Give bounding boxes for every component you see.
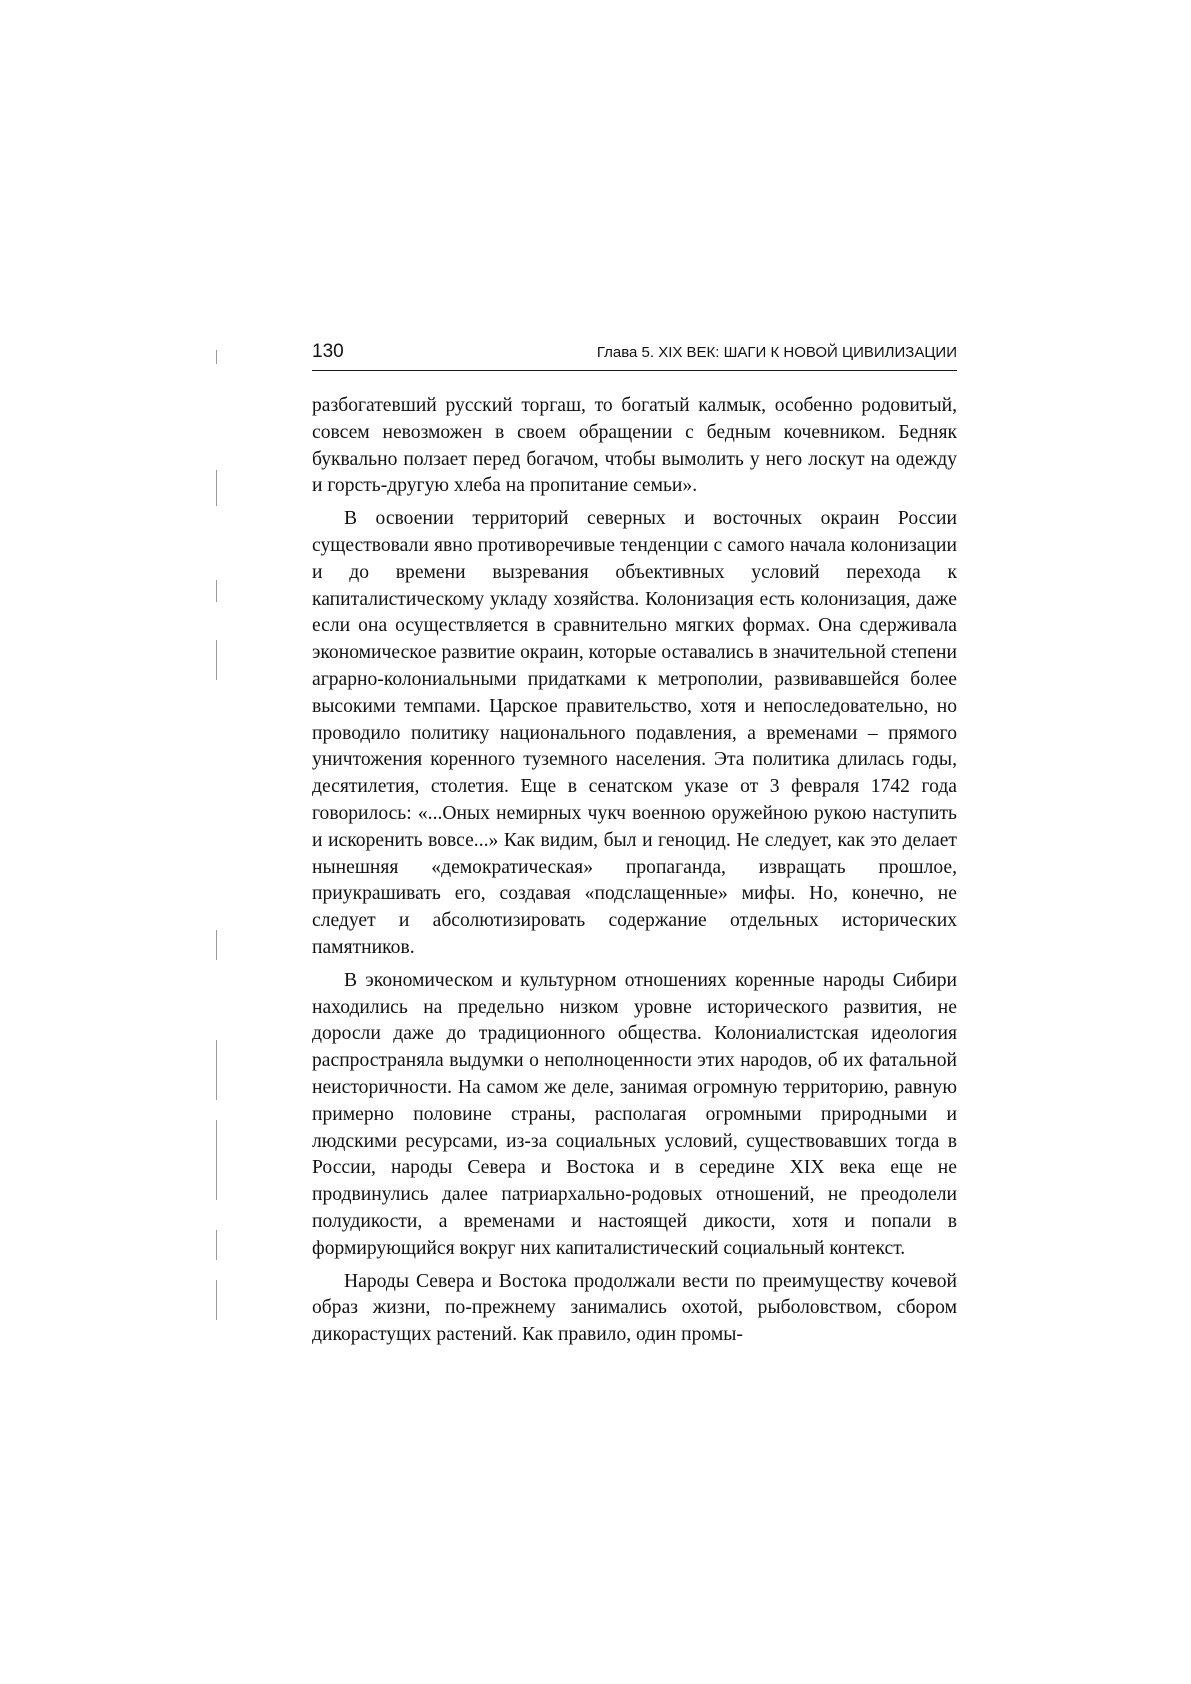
paragraph-colonization: В освоении территорий северных и восточных окраин России существовали явно противоречивые тенденции с самого начала колонизации и до времени вызревания объективных условий перехода к капиталистическому укладу хозяйства. Колонизация есть колонизация, даже если она осуществляется в сравнительно мягких формах. Она сдерживала экономическое развитие окраин, которые оставались в значительной степени аграрно-колониальными придатками к метрополии, развивавшейся более высокими темпами. Царское правительство, хотя и непоследовательно, но проводило политику национального подавления, а временами – прямого уничтожения коренного туземного населения. Эта политика длилась годы, десятилетия, столетия. Еще в сенатском указе от 3 февраля 1742 года говорилось: «...Оных немирных чукч военною оружейною рукою наступить и искоренить вовсе...» Как видим, был и геноцид. Не следует, как это делает нынешняя «демократическая» пропаганда, извращать прошлое, приукрашивать его, создавая «подслащенные» мифы. Но, конечно, не следует и абсолютизировать содержание отдельных исторических памятников. bbox=[312, 508, 957, 958]
page-number: 130 bbox=[312, 341, 344, 362]
running-header bbox=[312, 340, 957, 371]
paragraph-siberia-peoples: В экономическом и культурном отношениях коренные народы Сибири находились на предельно низком уровне исторического развития, не доросли даже до традиционного общества. Колониалистская идеология распространяла выдумки о неполноценности этих народов, об их фатальной неисторичности. На самом же деле, занимая огромную территорию, равную примерно половине страны, располагая огромными природными и людскими ресурсами, из-за социальных условий, существовавших тогда в России, народы Севера и Востока и в середине XIX века еще не продвинулись далее патриархально-родовых отношений, не преодолели полудикости, а временами и настоящей дикости, хотя и попали в формирующийся вокруг них капиталистический социальный контекст. bbox=[312, 969, 957, 1259]
chapter-title: Глава 5. XIX ВЕК: ШАГИ К НОВОЙ ЦИВИЛИЗАЦИИ bbox=[596, 344, 957, 361]
body-text bbox=[312, 393, 957, 1349]
paragraph-nomadic-life: Народы Севера и Востока продолжали вести по преимуществу кочевой образ жизни, по-прежнему занимались охотой, рыболовством, сбором дикорастущих растений. Как правило, один промы- bbox=[312, 1270, 957, 1346]
paragraph-continued: разбогатевший русский торгаш, то богатый калмык, особенно родовитый, совсем невозможен в своем обращении с бедным кочевником. Бедняк буквально ползает перед богачом, чтобы вымолить у него лоскут на одежду и горсть-другую хлеба на пропитание семьи». bbox=[312, 395, 957, 497]
scan-gutter-marks bbox=[212, 340, 222, 1340]
